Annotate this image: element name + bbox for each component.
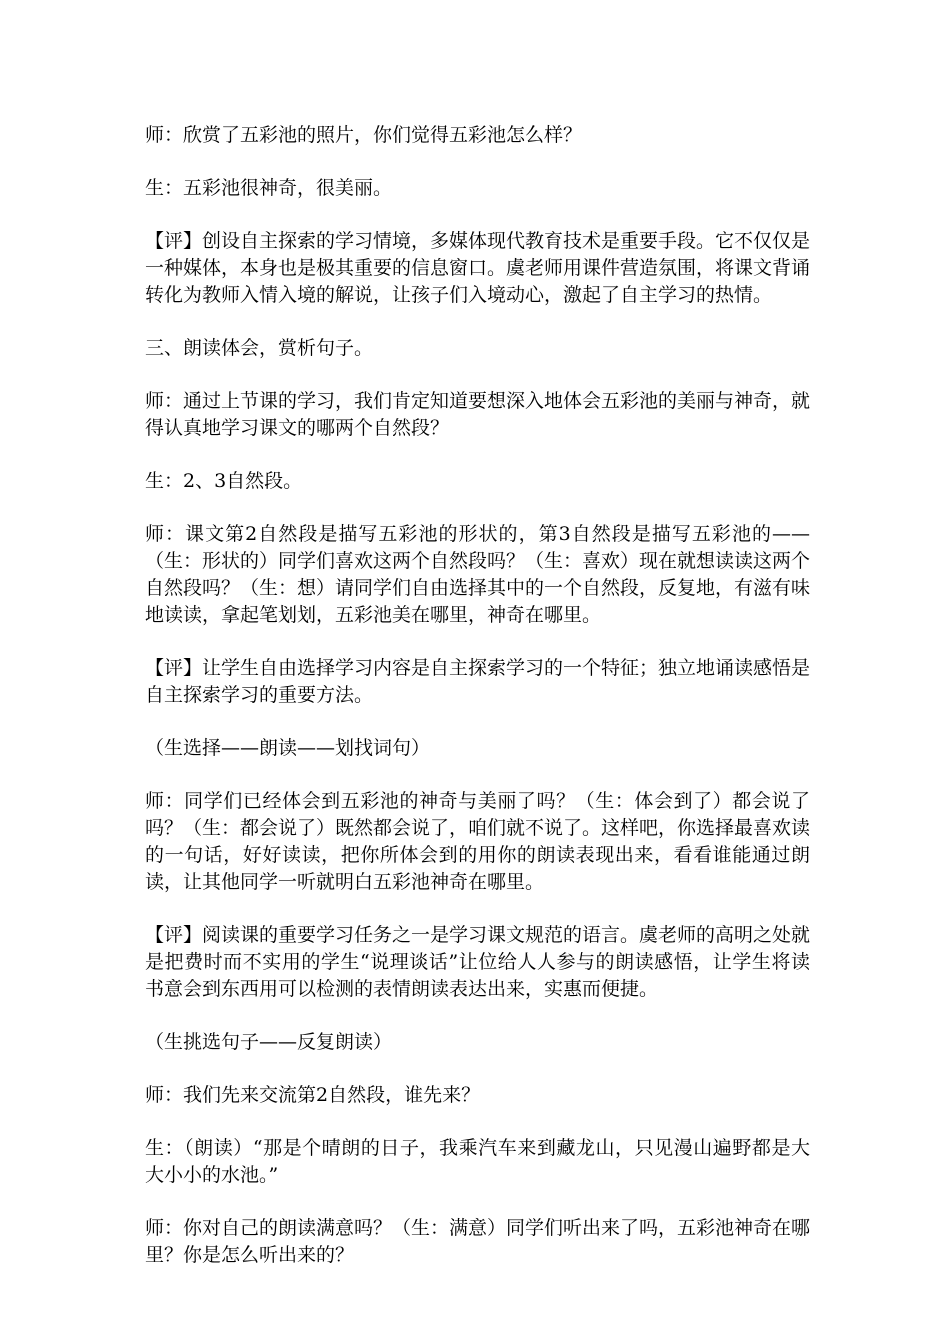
paragraph-teacher-question: 师：你对自己的朗读满意吗？（生：满意）同学们听出来了吗，五彩池神奇在哪里？你是怎么听出来的？ <box>145 1217 811 1266</box>
paragraph-teacher-question: 师：欣赏了五彩池的照片，你们觉得五彩池怎么样？ <box>145 124 583 146</box>
paragraph-teacher-dialogue: 师：课文第2自然段是描写五彩池的形状的，第3自然段是描写五彩池的——（生：形状的）同学们喜欢这两个自然段吗？（生：喜欢）现在就想读读这两个自然段吗？（生：想）请同学们自由选择其中的一个自然段，反复地，有滋有味地读读，拿起笔划划，五彩池美在哪里，神奇在哪里。 <box>145 523 811 626</box>
document-body <box>145 122 810 1295</box>
paragraph-stage-note: （生挑选句子——反复朗读） <box>145 1031 393 1053</box>
paragraph-comment: 【评】让学生自由选择学习内容是自主探索学习的一个特征；独立地诵读感悟是自主探索学习的重要方法。 <box>145 657 811 706</box>
paragraph-teacher-dialogue: 师：同学们已经体会到五彩池的神奇与美丽了吗？（生：体会到了）都会说了吗？（生：都会说了）既然都会说了，咱们就不说了。这样吧，你选择最喜欢读的一句话，好好读读，把你所体会到的用你的朗读表现出来，看看谁能通过朗读，让其他同学一听就明白五彩池神奇在哪里。 <box>145 790 811 893</box>
paragraph-student-reading: 生：（朗读）“那是个晴朗的日子，我乘汽车来到藏龙山，只见漫山遍野都是大大小小的水池。” <box>145 1137 810 1186</box>
paragraph-student-answer: 生：五彩池很神奇，很美丽。 <box>145 177 393 199</box>
paragraph-teacher-question: 师：我们先来交流第2自然段，谁先来？ <box>145 1084 481 1106</box>
section-heading: 三、朗读体会，赏析句子。 <box>145 337 374 359</box>
paragraph-comment: 【评】阅读课的重要学习任务之一是学习课文规范的语言。虞老师的高明之处就是把费时而不实用的学生“说理谈话”让位给人人参与的朗读感悟，让学生将读书意会到东西用可以检测的表情朗读表达出来，实惠而便捷。 <box>145 924 811 1000</box>
paragraph-student-answer: 生：2、3自然段。 <box>145 470 303 492</box>
paragraph-stage-note: （生选择——朗读——划找词句） <box>145 737 431 759</box>
paragraph-teacher-question: 师：通过上节课的学习，我们肯定知道要想深入地体会五彩池的美丽与神奇，就得认真地学习课文的哪两个自然段？ <box>145 390 811 439</box>
paragraph-comment: 【评】创设自主探索的学习情境，多媒体现代教育技术是重要手段。它不仅仅是一种媒体，本身也是极其重要的信息窗口。虞老师用课件营造氛围，将课文背诵转化为教师入情入境的解说，让孩子们入境动心，激起了自主学习的热情。 <box>145 230 811 306</box>
